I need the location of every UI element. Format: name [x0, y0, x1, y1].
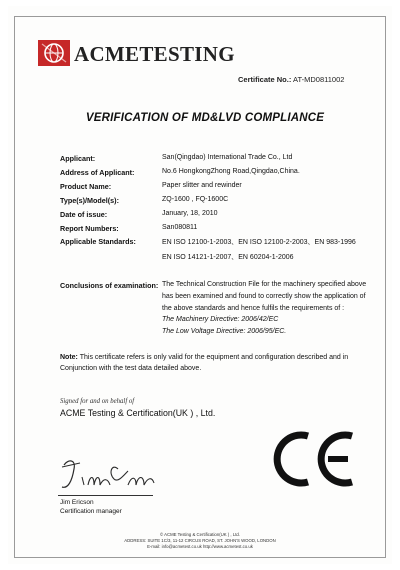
ce-mark-icon [268, 430, 358, 488]
handwritten-signature [58, 455, 168, 495]
note-block [60, 352, 360, 374]
brand-name: ACMETESTING [74, 42, 235, 66]
note-line-1: This certificate refers is only valid for the equipment and configuration described and in [79, 354, 349, 361]
conclusions-line-2: has been examined and found to correctly show the application of [162, 292, 366, 300]
signatory-name: Jim Ericson [60, 499, 94, 506]
note-line-2: Conjunction with the test data detailed above. [60, 365, 202, 372]
conclusions-line-3: the above standards and hence fulfils the requirements of : [162, 304, 345, 312]
certificate-number-label: Certificate No.: [238, 75, 292, 84]
signature-line [58, 495, 153, 496]
field-value-models: ZQ-1600 , FQ-1600C [162, 196, 229, 203]
field-label-applicant: Applicant: [60, 154, 96, 163]
footer-copyright: © ACME Testing & Certification(UK ) , Ltd. [160, 532, 240, 537]
field-value-report: San080811 [162, 224, 198, 231]
field-label-date: Date of issue: [60, 210, 108, 219]
field-label-standards: Applicable Standards: [60, 237, 136, 246]
certificate-number-value: AT-MD0811002 [293, 75, 345, 84]
field-value-standards: EN ISO 12100-1-2003、EN ISO 12100-2-2003、EN 983-1996 [162, 239, 356, 246]
field-label-report: Report Numbers: [60, 224, 119, 233]
conclusions-line-1: The Technical Construction File for the machinery specified above [162, 281, 367, 288]
acme-logo-icon [38, 40, 70, 66]
field-value-applicant: San(Qingdao) International Trade Co., Ltd [162, 154, 293, 161]
certificate-number [238, 75, 344, 84]
page-title: VERIFICATION OF MD&LVD COMPLIANCE [85, 112, 325, 124]
conclusions-text [162, 279, 367, 338]
signed-on-behalf: Signed for and on behalf of [60, 398, 135, 405]
field-value-address: No.6 HongkongZhong Road,Qingdao,China. [162, 168, 300, 175]
low-voltage-directive: The Low Voltage Directive: 2006/95/EC. [162, 328, 287, 336]
footer-contact: E-mail: info@acmetest.co.uk http://www.acmetest.co.uk [147, 544, 253, 549]
note-label: Note: [60, 354, 78, 361]
footer-address: ADDRESS: SUITE 1C/3, 11-12 CIRCUS ROAD, ST. JOHN'S WOOD, LONDON [124, 538, 276, 543]
conclusions-label: Conclusions of examination: [60, 281, 159, 290]
machinery-directive: The Machinery Directive: 2006/42/EC [162, 316, 279, 324]
field-label-models: Type(s)/Model(s): [60, 196, 119, 205]
issuing-company: ACME Testing & Certification(UK ) , Ltd. [60, 408, 216, 418]
field-value-date: January, 18, 2010 [162, 210, 218, 217]
field-value-standards-line2: EN ISO 14121-1-2007、EN 60204-1-2006 [162, 254, 294, 261]
field-value-product: Paper slitter and rewinder [162, 182, 242, 189]
field-label-product: Product Name: [60, 182, 112, 191]
field-label-address: Address of Applicant: [60, 168, 135, 177]
signatory-title: Certification manager [60, 508, 122, 515]
